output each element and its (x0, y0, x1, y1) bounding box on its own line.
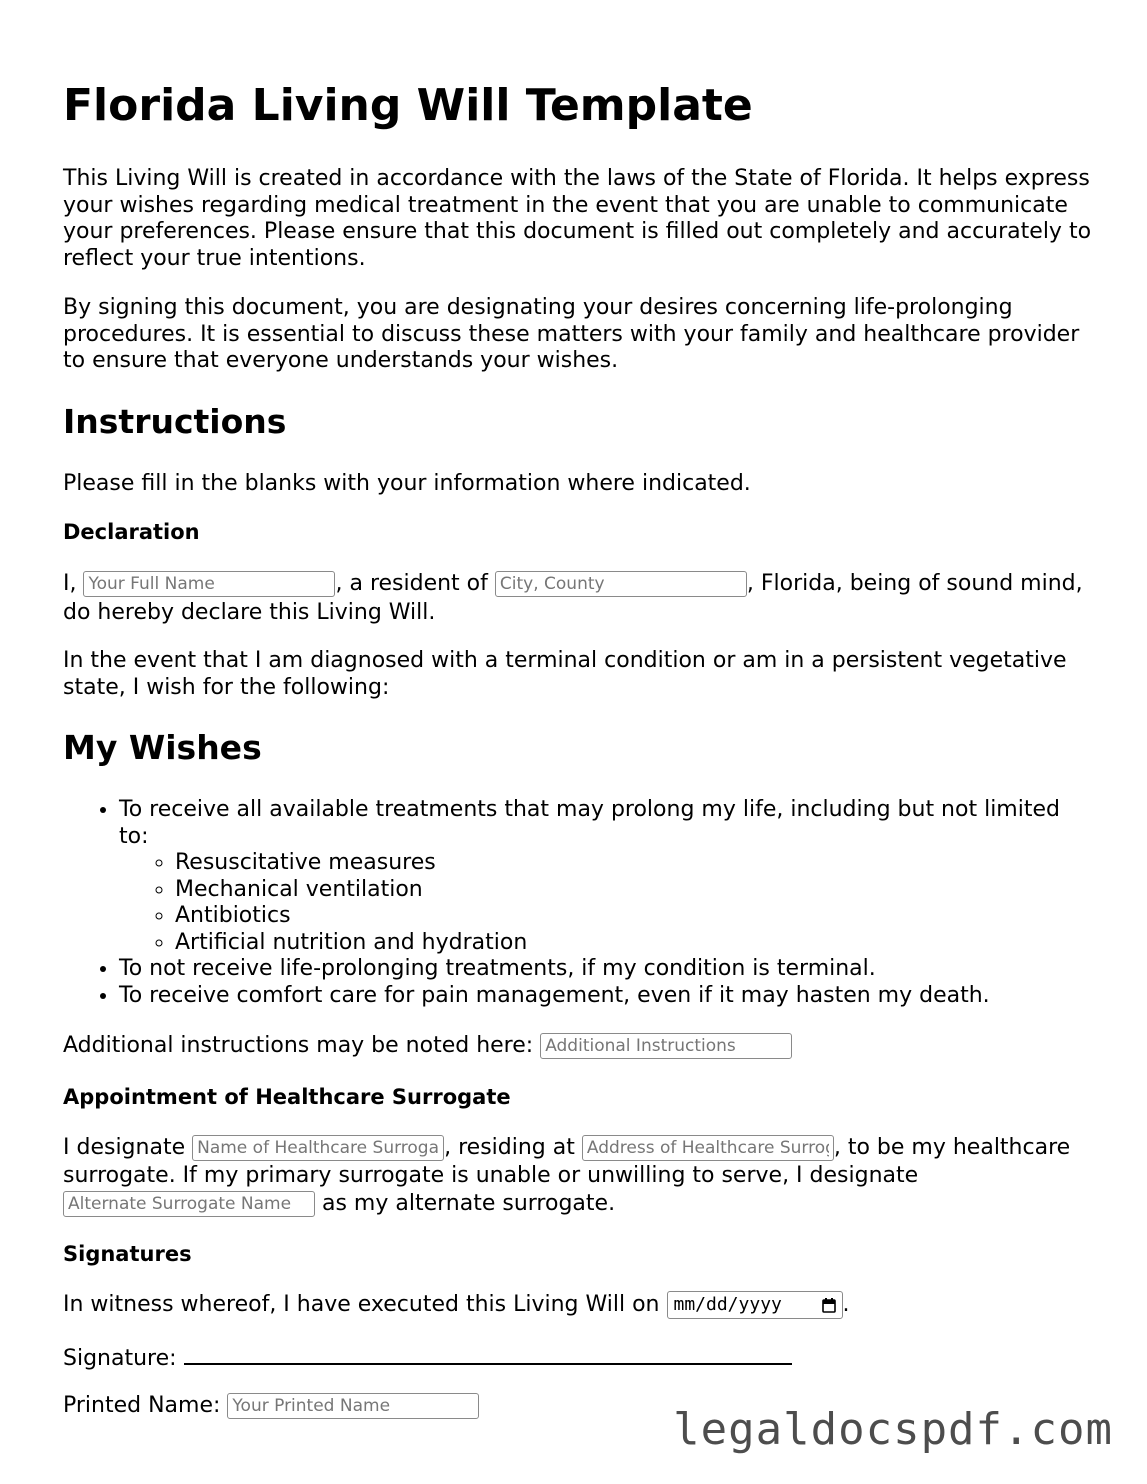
declaration-heading: Declaration (63, 520, 200, 544)
wishes-heading: My Wishes (63, 728, 262, 767)
declaration-prefix: I, (63, 571, 77, 596)
execution-date-input[interactable] (667, 1291, 843, 1319)
signature-line[interactable] (184, 1343, 792, 1365)
wish-item-prolong: • To receive all available treatments that may prolong my life, including but not limited to: ◦ Resuscitative measures ◦ Mechanical ventilation ◦ Antibiotics ◦ Artificial nutrition and hydration (119, 797, 1093, 956)
wishes-list (63, 797, 1093, 1009)
signature-row (63, 1343, 1093, 1373)
treatment-item: ◦ Mechanical ventilation (175, 877, 1093, 904)
instructions-text: Please fill in the blanks with your information where indicated. (63, 471, 751, 496)
instructions-heading: Instructions (63, 402, 287, 441)
calendar-icon[interactable] (822, 1298, 836, 1313)
treatment-item: ◦ Resuscitative measures (175, 850, 1093, 877)
intro-paragraph-2: By signing this document, you are designating your desires concerning life-prolonging procedures. It is essential to discuss these matters with your family and healthcare provider to ensure that everyone understands your wishes. (63, 295, 1080, 373)
watermark: legaldocspdf.com (673, 1404, 1113, 1455)
surrogate-name-input[interactable] (192, 1135, 444, 1161)
declaration-middle: , a resident of (335, 571, 488, 596)
surrogate-middle2: , to be my healthcare surrogate. If my primary surrogate is unable or unwilling to serve, I designate (63, 1135, 1071, 1188)
witness-period: . (842, 1292, 850, 1317)
additional-instructions-row (63, 1033, 1093, 1060)
surrogate-prefix: I designate (63, 1135, 186, 1160)
surrogate-address-input[interactable] (582, 1135, 834, 1161)
witness-row (63, 1291, 1093, 1319)
treatment-item: ◦ Antibiotics (175, 903, 1093, 930)
surrogate-suffix: as my alternate surrogate. (322, 1191, 616, 1216)
page-title: Florida Living Will Template (63, 80, 753, 131)
intro-paragraph-1: This Living Will is created in accordance with the laws of the State of Florida. It helps express your wishes regarding medical treatment in the event that you are unable to communicate your preferences. Please ensure that this document is filled out completely and accurately to reflect your true intentions. (63, 166, 1092, 271)
additional-instructions-label: Additional instructions may be noted here: (63, 1033, 534, 1058)
city-county-input[interactable] (495, 571, 747, 597)
wish-item-comfort-care: • To receive comfort care for pain management, even if it may hasten my death. (119, 983, 1093, 1010)
printed-name-input[interactable] (227, 1393, 479, 1419)
treatment-item: ◦ Artificial nutrition and hydration (175, 930, 1093, 957)
witness-text: In witness whereof, I have executed this Living Will on (63, 1292, 660, 1317)
declaration-statement (63, 569, 1093, 627)
surrogate-heading: Appointment of Healthcare Surrogate (63, 1085, 511, 1109)
additional-instructions-input[interactable] (540, 1033, 792, 1059)
condition-text: In the event that I am diagnosed with a terminal condition or am in a persistent vegetative state, I wish for the following: (63, 648, 1067, 700)
surrogate-middle: , residing at (444, 1135, 575, 1160)
signature-label: Signature: (63, 1346, 177, 1371)
surrogate-statement (63, 1134, 1093, 1218)
signatures-heading: Signatures (63, 1242, 192, 1266)
printed-name-label: Printed Name: (63, 1393, 221, 1418)
full-name-input[interactable] (83, 571, 335, 597)
wish-item-no-treatment: • To not receive life-prolonging treatments, if my condition is terminal. (119, 956, 1093, 983)
treatment-sublist (119, 850, 1093, 956)
alternate-surrogate-input[interactable] (63, 1191, 315, 1217)
declaration-suffix: , Florida, being of sound mind, do hereby declare this Living Will. (63, 571, 1083, 625)
date-placeholder: mm/dd/yyyy (673, 1293, 782, 1315)
